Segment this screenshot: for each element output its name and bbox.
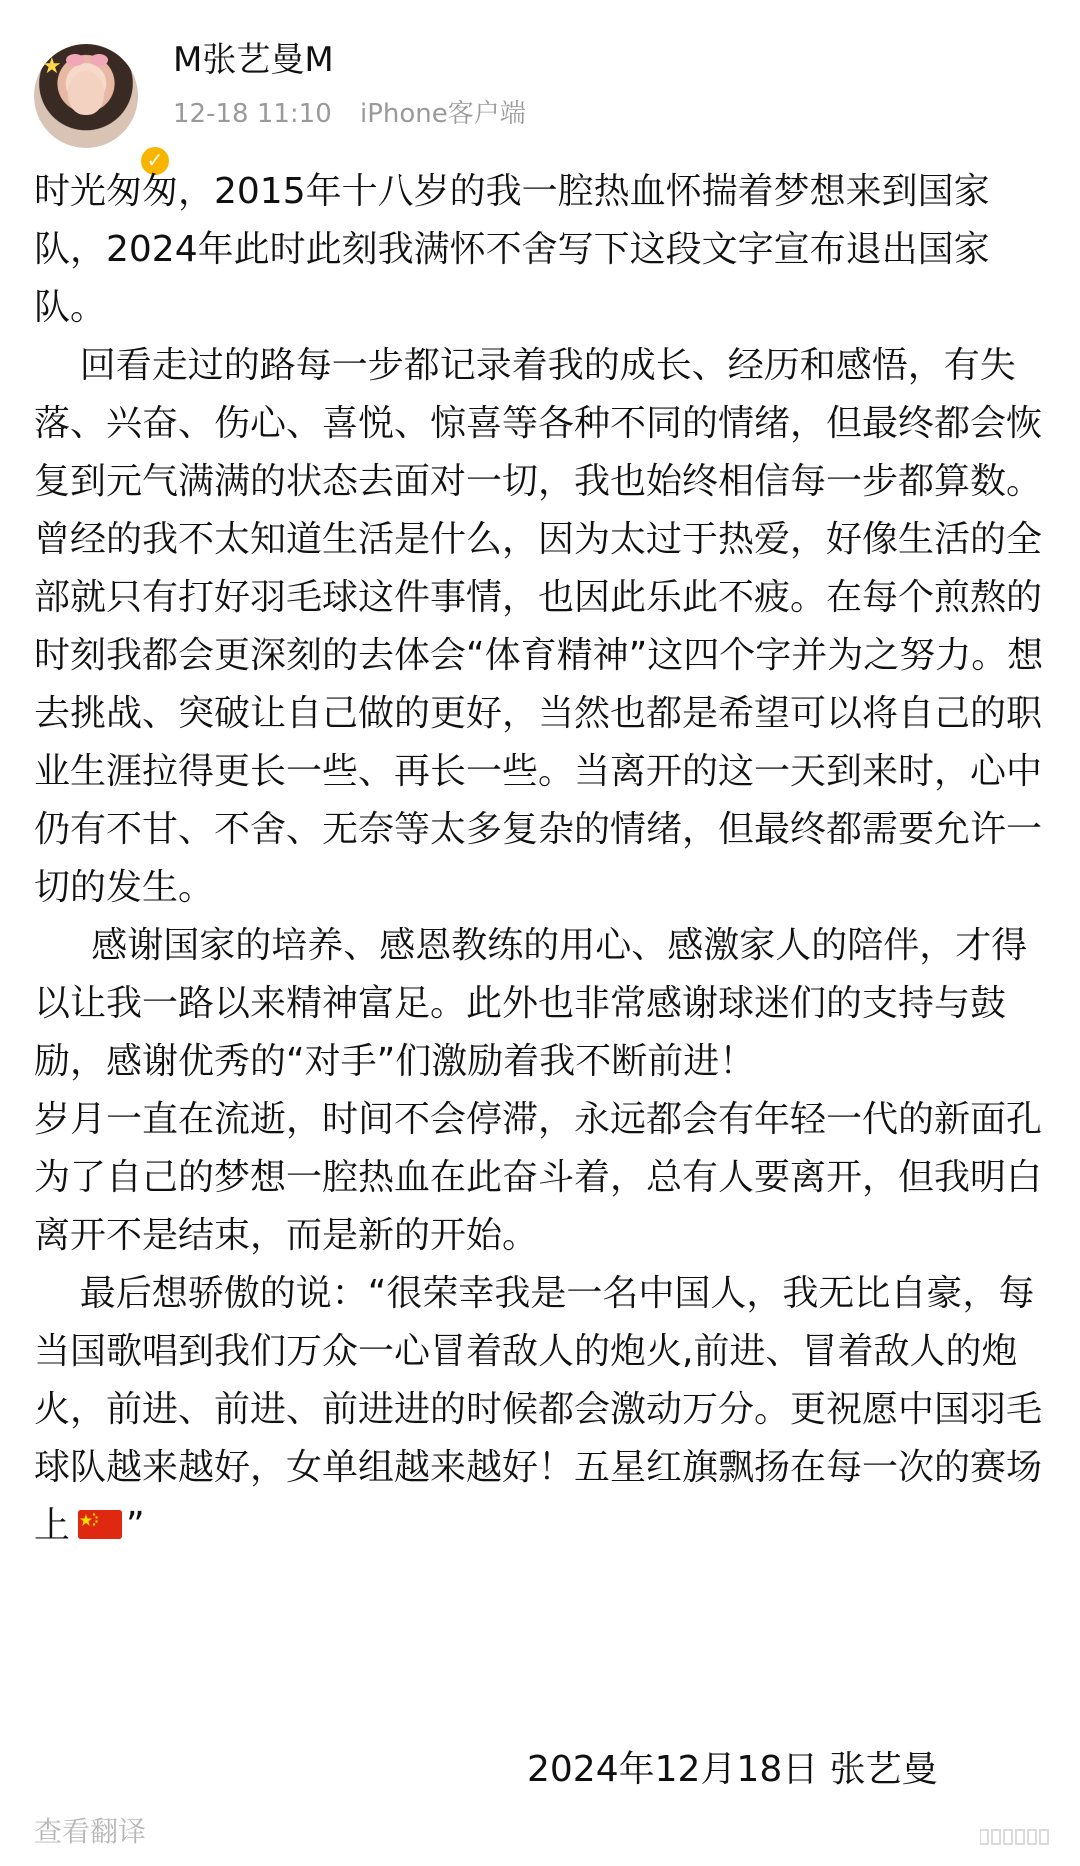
post-paragraph-3: 感谢国家的培养、感恩教练的用心、感激家人的陪伴，才得以让我一路以来精神富足。此外也非常感谢球迷们的支持与鼓励，感谢优秀的“对手”们激励着我不断前进！	[34, 925, 1028, 1082]
watermark-icon	[980, 1828, 1060, 1846]
post-paragraph-4: 岁月一直在流逝，时间不会停滞，永远都会有年轻一代的新面孔为了自己的梦想一腔热血在此奋斗着，总有人要离开，但我明白离开不是结束，而是新的开始。	[34, 1099, 1043, 1256]
post-timestamp: 12-18 11:10	[173, 99, 332, 129]
star-icon: ★	[42, 54, 62, 79]
avatar[interactable]	[34, 44, 164, 172]
translate-link[interactable]: 查看翻译	[34, 1815, 147, 1848]
bow-icon	[90, 54, 108, 66]
post-source: iPhone客户端	[360, 99, 526, 129]
post-paragraph-5	[34, 1265, 1052, 1555]
username[interactable]: M张艺曼M	[173, 40, 334, 80]
bow-icon	[66, 54, 84, 66]
post-meta	[173, 97, 526, 131]
verified-badge-icon: ✓	[138, 144, 172, 178]
post-header	[0, 0, 1080, 172]
avatar-face	[68, 71, 104, 115]
post-paragraph-2: 回看走过的路每一步都记录着我的成长、经历和感悟，有失落、兴奋、伤心、喜悦、惊喜等各种不同的情绪，但最终都会恢复到元气满满的状态去面对一切，我也始终相信每一步都算数。曾经的我不太知道生活是什么，因为太过于热爱，好像生活的全部就只有打好羽毛球这件事情，也因此乐此不疲。在每个煎熬的时刻我都会更深刻的去体会“体育精神”这四个字并为之努力。想去挑战、突破让自己做的更好，当然也都是希望可以将自己的职业生涯拉得更长一些、再长一些。当离开的这一天到来时，心中仍有不甘、不舍、无奈等太多复杂的情绪，但最终都需要允许一切的发生。	[34, 345, 1044, 908]
post-body	[34, 163, 1052, 1555]
closing-quote: ”	[126, 1505, 145, 1546]
post-paragraph-1: 时光匆匆，2015年十八岁的我一腔热血怀揣着梦想来到国家队，2024年此时此刻我满怀不舍写下这段文字宣布退出国家队。	[34, 171, 990, 328]
post-date: 2024年12月18日 张艺曼	[527, 1749, 938, 1790]
post-paragraph-5-text: 最后想骄傲的说：“很荣幸我是一名中国人，我无比自豪，每当国歌唱到我们万众一心冒着敌人的炮火,前进、冒着敌人的炮火，前进、前进、前进进的时候都会激动万分。更祝愿中国羽毛球队越来越好，女单组越来越好！五星红旗飘扬在每一次的赛场上	[34, 1273, 1043, 1546]
china-flag-icon	[78, 1510, 122, 1539]
